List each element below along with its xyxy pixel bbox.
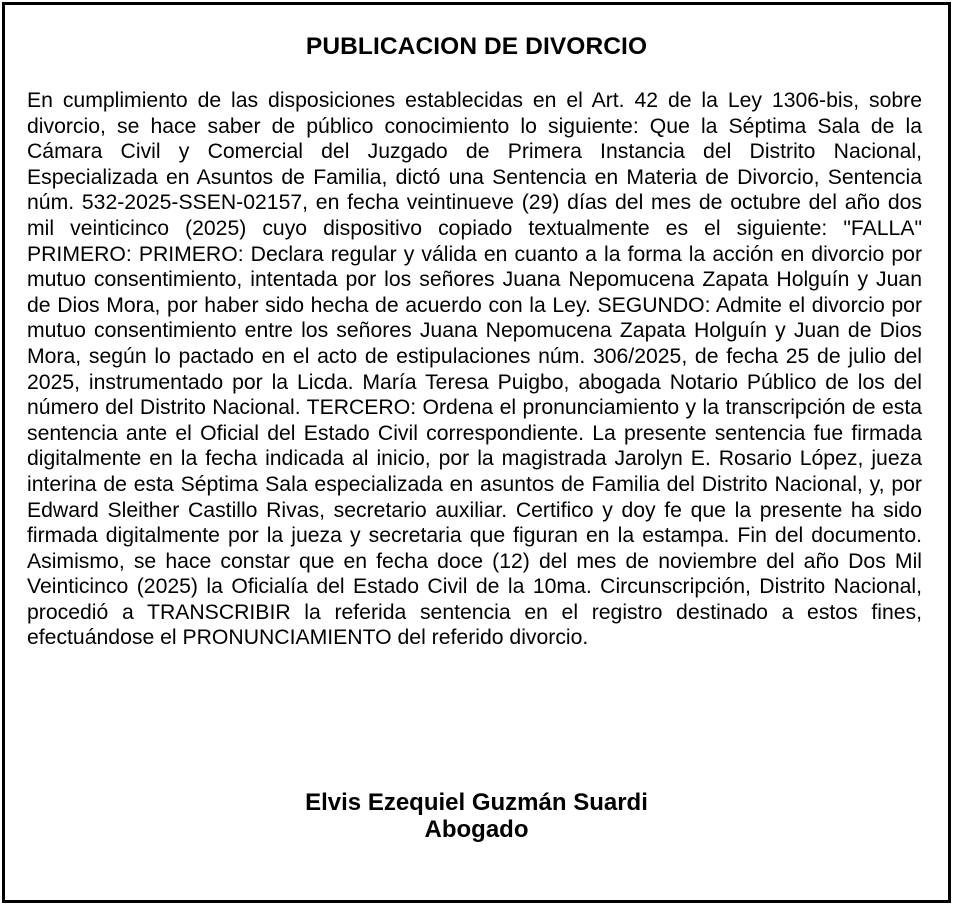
signer-role: Abogado xyxy=(424,816,529,843)
notice-body: En cumplimiento de las disposiciones establecidas en el Art. 42 de la Ley 1306-bis, sobre divorcio, se hace saber de público conocimiento lo siguiente: Que la Séptima Sala de la Cámara Civil y Comercial del Juzgado de Primera Instancia del Distrito Nacional, Especializada en Asuntos de Familia, dictó una Sentencia en Materia de Divorcio, Sentencia núm. 532-2025-SSEN-02157, en fecha veintinueve (29) días del mes de octubre del año dos mil veinticinco (2025) cuyo dispositivo copiado textualmente es el siguiente: "FALLA" PRIMERO: PRIMERO: Declara regular y válida en cuanto a la forma la acción en divorcio por mutuo consentimiento, intentada por los señores Juana Nepomucena Zapata Holguín y Juan de Dios Mora, por haber sido hecha de acuerdo con la Ley. SEGUNDO: Admite el divorcio por mutuo consentimiento entre los señores Juana Nepomucena Zapata Holguín y Juan de Dios Mora, según lo pactado en el acto de estipulaciones núm. 306/2025, de fecha 25 de julio del 2025, instrumentado por la Licda. María Teresa Puigbo, abogada Notario Público de los del número del Distrito Nacional. TERCERO: Ordena el pronunciamiento y la transcripción de esta sentencia ante el Oficial del Estado Civil correspondiente. La presente sentencia fue firmada digitalmente en la fecha indicada al inicio, por la magistrada Jarolyn E. Rosario López, jueza interina de esta Séptima Sala especializada en asuntos de Familia del Distrito Nacional, y, por Edward Sleither Castillo Rivas, secretario auxiliar. Certifico y doy fe que la presente ha sido firmada digitalmente por la jueza y secretaria que figuran en la estampa. Fin del documento. Asimismo, se hace constar que en fecha doce (12) del mes de noviembre del año Dos Mil Veinticinco (2025) la Oficialía del Estado Civil de la 10ma. Circunscripción, Distrito Nacional, procedió a TRANSCRIBIR la referida sentencia en el registro destinado a estos fines, efectuándose el PRONUNCIAMIENTO del referido divorcio. xyxy=(27,89,922,650)
signature-block xyxy=(5,789,948,843)
legal-notice xyxy=(2,2,951,903)
notice-title: PUBLICACION DE DIVORCIO xyxy=(305,33,648,60)
signer-name: Elvis Ezequiel Guzmán Suardi xyxy=(305,789,648,816)
